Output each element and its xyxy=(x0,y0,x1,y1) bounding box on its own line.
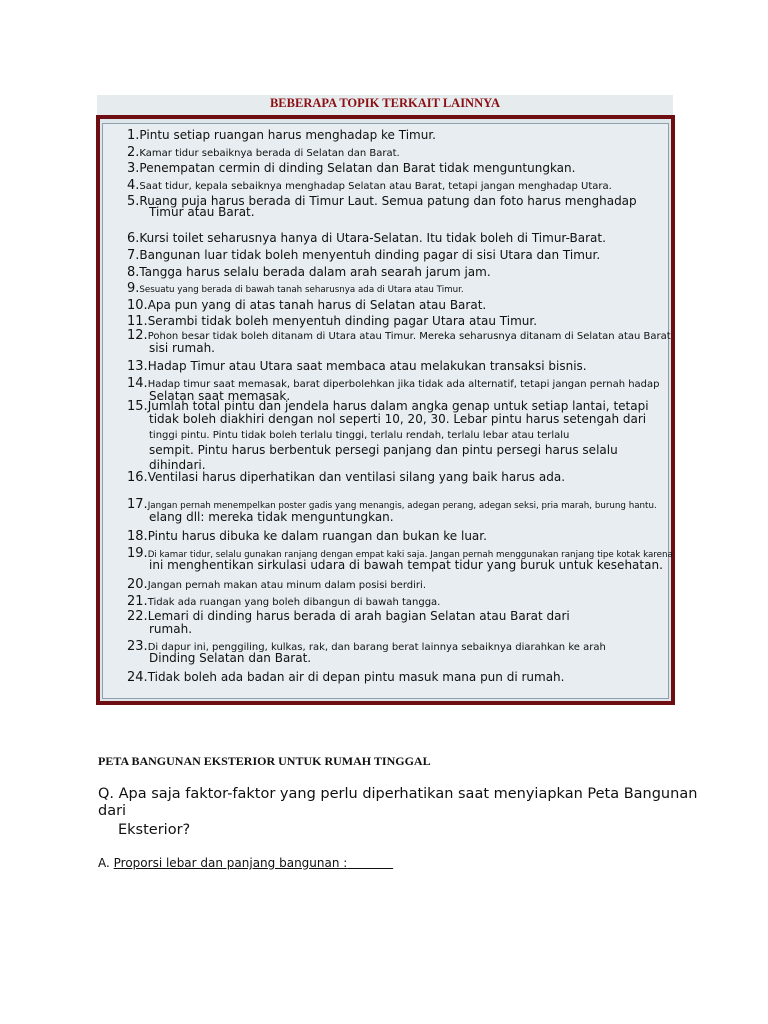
list-item-text-cont: tinggi pintu. Pintu tidak boleh terlalu tinggi, terlalu rendah, terlalu lebar atau terlalu xyxy=(149,430,570,441)
list-item-number: 9. xyxy=(127,281,140,296)
list-item-text: Ventilasi harus diperhatikan dan ventilasi silang yang baik harus ada. xyxy=(147,470,566,484)
list-item-text-cont: dihindari. xyxy=(149,458,206,472)
list-item-number: 10. xyxy=(127,298,148,313)
list-item xyxy=(127,357,587,374)
list-item-text: Saat tidur, kepala sebaiknya menghadap Selatan atau Barat, tetapi jangan menghadap Utara. xyxy=(139,181,612,192)
list-item xyxy=(127,229,606,246)
list-item xyxy=(127,246,600,263)
list-item-number: 4. xyxy=(127,178,140,193)
list-item-number: 15. xyxy=(127,399,148,414)
list-item xyxy=(127,159,575,176)
list-item-text: Penempatan cermin di dinding Selatan dan Barat tidak menguntungkan. xyxy=(139,161,576,175)
list-item xyxy=(127,575,426,593)
list-item-text-cont: tidak boleh diakhiri dengan nol seperti 10, 20, 30. Lebar pintu harus setengah dari xyxy=(149,412,647,426)
list-item-number: 8. xyxy=(127,265,140,280)
list-item-text-cont: Selatan saat memasak. xyxy=(149,389,291,403)
answer-prefix: A. xyxy=(98,856,114,870)
list-item-text: Apa pun yang di atas tanah harus di Selatan atau Barat. xyxy=(147,298,487,312)
list-item-text: Jangan pernah menempelkan poster gadis yang menangis, adegan perang, adegan seksi, pria marah, burung hantu. xyxy=(147,501,657,511)
list-item-number: 13. xyxy=(127,359,148,374)
list-item xyxy=(127,126,436,143)
list-item-number: 3. xyxy=(127,161,140,176)
list-item-text-cont: Dinding Selatan dan Barat. xyxy=(149,651,312,665)
list-item-text: Tangga harus selalu berada dalam arah searah jarum jam. xyxy=(139,265,491,279)
section-title: PETA BANGUNAN EKSTERIOR UNTUK RUMAH TINGGAL xyxy=(98,754,431,768)
answer-blank xyxy=(347,856,393,870)
list-item-text: Sesuatu yang berada di bawah tanah seharusnya ada di Utara atau Timur. xyxy=(139,285,464,295)
list-item-text: Hadap Timur atau Utara saat membaca atau melakukan transaksi bisnis. xyxy=(147,359,587,373)
list-item-text-cont: elang dll: mereka tidak menguntungkan. xyxy=(149,510,394,524)
list-item-number: 18. xyxy=(127,529,148,544)
list-item-text: Tidak boleh ada badan air di depan pintu masuk mana pun di rumah. xyxy=(147,670,565,684)
list-item-text: Serambi tidak boleh menyentuh dinding pagar Utara atau Timur. xyxy=(147,314,538,328)
list-item-text: Jangan pernah makan atau minum dalam posisi berdiri. xyxy=(147,580,427,591)
list-item xyxy=(127,263,491,280)
list-item-number: 6. xyxy=(127,231,140,246)
list-item-text: Kamar tidur sebaiknya berada di Selatan dan Barat. xyxy=(139,148,400,159)
list-item-text: Di kamar tidur, selalu gunakan ranjang dengan empat kaki saja. Jangan pernah menggunakan ranjang tipe kotak karena xyxy=(147,550,673,560)
list-item-number: 20. xyxy=(127,577,148,592)
answer-text xyxy=(98,856,393,870)
list-item-text-cont: ini menghentikan sirkulasi udara di bawah tempat tidur yang buruk untuk kesehatan. xyxy=(149,558,663,572)
list-item-text-cont: sisi rumah. xyxy=(149,341,215,355)
list-item-text: Di dapur ini, penggiling, kulkas, rak, dan barang berat lainnya sebaiknya diarahkan ke arah xyxy=(147,642,606,653)
list-item-number: 2. xyxy=(127,145,140,160)
section-header-title: BEBERAPA TOPIK TERKAIT LAINNYA xyxy=(269,96,501,110)
section-header xyxy=(97,95,673,116)
list-item-text: Hadap timur saat memasak, barat diperbolehkan jika tidak ada alternatif, tetapi jangan pernah hadap xyxy=(147,379,660,390)
list-item-number: 14. xyxy=(127,376,148,391)
list-item-text-cont: rumah. xyxy=(149,622,193,636)
list-item-number: 1. xyxy=(127,128,140,143)
list-item-text: Tidak ada ruangan yang boleh dibangun di bawah tangga. xyxy=(147,597,441,608)
question-text: Q. Apa saja faktor-faktor yang perlu diperhatikan saat menyiapkan Peta Bangunan dari xyxy=(98,786,698,819)
list-item-number: 5. xyxy=(127,194,140,209)
list-item-text: Pintu harus dibuka ke dalam ruangan dan bukan ke luar. xyxy=(147,529,487,543)
question-text-cont: Eksterior? xyxy=(118,822,191,838)
list-item-number: 19. xyxy=(127,546,148,561)
list-item-text: Ruang puja harus berada di Timur Laut. Semua patung dan foto harus menghadap xyxy=(139,194,637,208)
list-item-number: 24. xyxy=(127,670,148,685)
list-item-number: 7. xyxy=(127,248,140,263)
list-item-text: Pohon besar tidak boleh ditanam di Utara atau Timur. Mereka seharusnya ditanam di Selatan atau Barat xyxy=(147,331,671,342)
list-item-text: Lemari di dinding harus berada di arah bagian Selatan atau Barat dari xyxy=(147,609,570,623)
list-item xyxy=(127,668,564,685)
list-item xyxy=(127,527,487,544)
list-item-text: Bangunan luar tidak boleh menyentuh dinding pagar di sisi Utara dan Timur. xyxy=(139,248,601,262)
list-item-text-cont: sempit. Pintu harus berbentuk persegi panjang dan pintu persegi harus selalu xyxy=(149,443,618,457)
list-item-text: Jumlah total pintu dan jendela harus dalam angka genap untuk setiap lantai, tetapi xyxy=(147,399,649,413)
list-item xyxy=(127,468,565,485)
list-item-text: Kursi toilet seharusnya hanya di Utara-Selatan. Itu tidak boleh di Timur-Barat. xyxy=(139,231,606,245)
list-item-number: 12. xyxy=(127,328,148,343)
list-item-number: 21. xyxy=(127,594,148,609)
list-item xyxy=(127,607,570,624)
list-item-number: 17. xyxy=(127,497,148,512)
list-item-number: 22. xyxy=(127,609,148,624)
list-item xyxy=(127,296,486,313)
list-item-text-cont: Timur atau Barat. xyxy=(149,205,255,219)
list-item-number: 11. xyxy=(127,314,148,329)
list-item-number: 16. xyxy=(127,470,148,485)
list-item-number: 23. xyxy=(127,639,148,654)
answer-underlined: Proporsi lebar dan panjang bangunan : xyxy=(113,856,348,870)
list-item-text: Pintu setiap ruangan harus menghadap ke Timur. xyxy=(139,128,436,142)
